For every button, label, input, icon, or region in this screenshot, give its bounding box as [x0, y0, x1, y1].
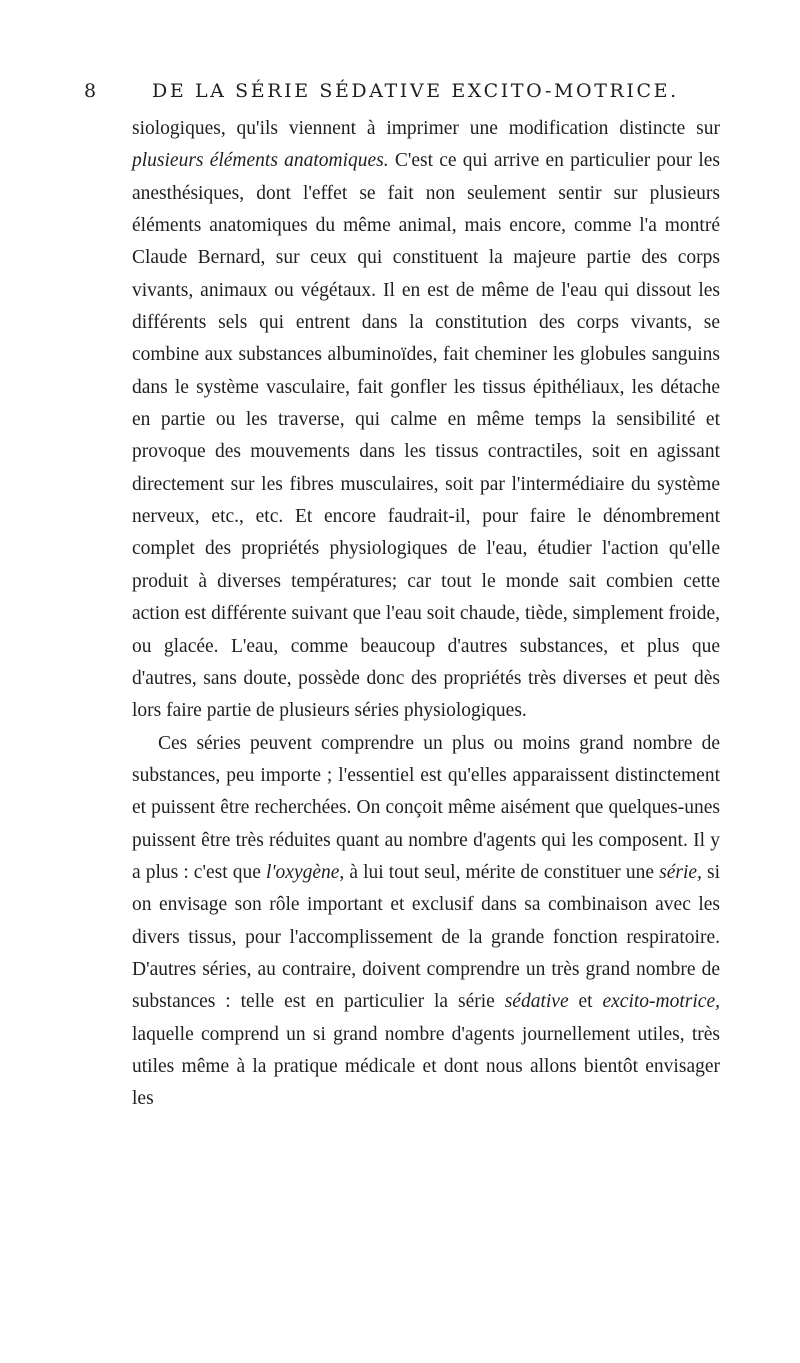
- italic-run: excito-motrice,: [602, 991, 720, 1013]
- paragraph-1: [132, 113, 720, 728]
- text-run: si on envisage son rôle important et exclusif dans sa combinaison avec les divers tissus, pour l'accomplissement de la grande fonction respiratoire. D'autres séries, au contraire, doivent comprendre un très grand nombre de substances : telle est en particulier la série: [132, 861, 720, 1013]
- text-run: siologiques, qu'ils viennent à imprimer une modification distincte sur: [132, 118, 720, 139]
- running-title: DE LA SÉRIE SÉDATIVE EXCITO-MOTRICE.: [152, 80, 679, 102]
- text-run: laquelle comprend un si grand nombre d'agents journellement utiles, très utiles même à la pratique médicale et dont nous allons bientôt envisager les: [132, 1023, 720, 1110]
- italic-run: l'oxygène,: [265, 861, 345, 883]
- italic-run: série,: [659, 861, 702, 883]
- page-number: 8: [84, 80, 99, 102]
- text-run: et: [568, 991, 603, 1013]
- italic-run: sédative: [504, 991, 569, 1013]
- text-run: Ces séries peuvent comprendre un plus ou moins grand nombre de substances, peu importe ; l'essentiel est qu'elles apparaissent distinctement et puissent être recherchées. On conçoit même aisément que quelques-unes puissent être très réduites quant au nombre d'agents qui les composent. Il y a plus : c'est que: [132, 732, 720, 883]
- body-text: [132, 113, 720, 1116]
- paragraph-2: [132, 728, 720, 1116]
- text-run: C'est ce qui arrive en particulier pour les anesthésiques, dont l'effet se fait non seulement sentir sur plusieurs éléments anatomiques du même animal, mais encore, comme l'a montré Claude Bernard, sur ceux qui constituent la majeure partie des corps vivants, animaux ou végétaux. Il en est de même de l'eau qui dissout les différents sels qui entrent dans la constitution des corps vivants, se combine aux substances albuminoïdes, fait cheminer les globules sanguins dans le système vasculaire, fait gonfler les tissus épithéliaux, les détache en partie ou les traverse, qui calme en même temps la sensibilité et provoque des mouvements dans les tissus contractiles, soit en agissant directement sur les fibres musculaires, soit par l'intermédiaire du système nerveux, etc., etc. Et encore faudrait-il, pour faire le dénombrement complet des propriétés physiologiques de l'eau, étudier l'action qu'elle produit à diverses températures; car tout le monde sait combien cette action est différente suivant que l'eau soit chaude, tiède, simplement froide, ou glacée. L'eau, comme beaucoup d'autres substances, et plus que d'autres, sans doute, possède donc des propriétés très diverses et peut dès lors faire partie de plusieurs séries physiologiques.: [132, 150, 721, 722]
- italic-run: plusieurs éléments anatomiques.: [132, 150, 389, 172]
- text-run: à lui tout seul, mérite de constituer une: [344, 861, 660, 883]
